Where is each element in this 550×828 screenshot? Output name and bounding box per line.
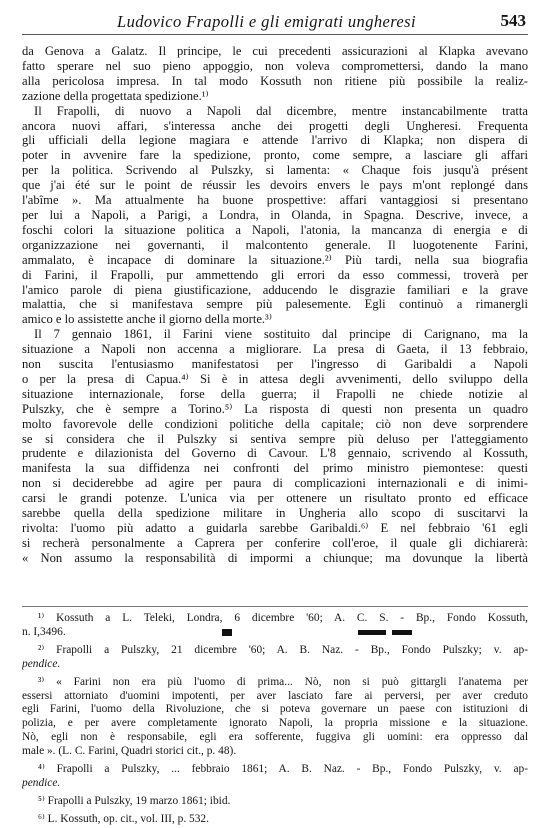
body-text — [22, 44, 528, 566]
footnote-line: pendice. — [22, 776, 61, 789]
body-line: foschi colori la situazione politica a Napoli, l'atonia, la mancanza di energia e di — [22, 222, 528, 237]
body-line: zazione della progettata spedizione.¹⁾ — [22, 88, 209, 103]
body-line: non suscita l'entusiasmo manifestatosi per l'ingresso di Garibaldi a Napoli — [22, 357, 528, 372]
body-line: ancora nuovi affari, s'interessa anche dei progetti degli Ungheresi. Frequenta — [22, 118, 528, 133]
body-line: se si considera che il Pulszky si sentiva sempre più deluso per l'atteggiamento — [22, 431, 528, 446]
body-line: per lui a Napoli, a Parigi, a Londra, in Olanda, in Spagna. Descrive, invece, a — [22, 207, 528, 222]
body-line: que j'ai été sur le point de réussir les devoirs envers le pays m'ont replongé dans — [22, 178, 528, 193]
body-line: ammalato, è incapace di dominare la situazione.²⁾ Più tardi, nella sua biografia — [22, 252, 528, 267]
body-line: Pulszky, che è sempre a Torino.⁵⁾ La risposta di questi non presenta un quadro — [22, 401, 528, 416]
body-line: alla pericolosa impresa. In tal modo Kossuth non ritiene più possibile la realiz- — [22, 73, 528, 88]
footnote-line: ⁶⁾ L. Kossuth, op. cit., vol. III, p. 532. — [38, 812, 209, 825]
body-line: gli ufficiali della legione magiara e attende l'arrivo di Klapka; non dispera di — [22, 133, 528, 148]
body-line: sarebbe quella della spedizione militare in Ungheria allo scopo di suscitarvi la — [22, 506, 528, 521]
footnotes — [22, 612, 528, 827]
body-line: rivolta: l'uomo più adatto a guidarla sarebbe Garibaldi.⁶⁾ E nel febbraio '61 egli — [22, 521, 528, 535]
body-line: manifesta la sua diffidenza nei confronti del primo ministro piemontese: questi — [22, 461, 528, 476]
body-line: o per la presa di Capua.⁴⁾ Si è in attesa degli avvenimenti, dello sviluppo della — [22, 371, 528, 386]
body-line: molto favorevole delle condizioni politiche della capitale; ciò non deve sorprendere — [22, 416, 528, 431]
redaction-mark — [392, 630, 412, 635]
footnote-line: ⁵⁾ Frapolli a Pulszky, 19 marzo 1861; ibid. — [38, 794, 231, 807]
body-line: Il Frapolli, di nuovo a Napoli dal dicembre, mentre instancabilmente tratta — [34, 103, 528, 118]
page-number: 543 — [500, 11, 526, 30]
footnote-line: essersi attorniato d'uomini impotenti, per aver lasciato fare ai perversi, per aver creduto — [22, 689, 528, 702]
body-line: situazione internazionale, forse della guerra; il Frapolli ne chiede notizie al — [22, 386, 528, 401]
body-line: si recherà personalmente a Caprera per conferire coll'eroe, il quale gli dichiarerà: — [22, 535, 528, 550]
body-line: carsi le grandi potenze. L'unica via per ottenere un risultato pronto ed efficace — [22, 491, 528, 506]
body-line: situazione a Napoli non accenna a migliorare. La presa di Gaeta, il 13 febbraio, — [22, 342, 528, 357]
footnote-line — [22, 626, 528, 640]
body-line: per la politica. Scrivendo al Pulszky, si lamenta: « Chaque fois jusqu'à présent — [22, 163, 528, 178]
body-line: non si deciderebbe ad agire per paura di complicazioni internazionali e di inimi- — [22, 476, 528, 491]
body-line: organizzazione nei governanti, il malcontento generale. Il luogotenente Farini, — [22, 237, 528, 252]
body-line: « Non assumo la responsabilità di impormi a chiunque; ma dovunque la libertà — [22, 550, 528, 565]
footnote-line: polizia, e per avere completamente ignorato Napoli, la propria missione e la situazione. — [22, 717, 528, 730]
footnote-line: male ». (L. C. Farini, Quadri storici cit., p. 48). — [22, 745, 237, 758]
body-line: poter in avvenire fare la spedizione, pronto, come sempre, a lasciare gli affari — [22, 148, 528, 163]
body-line: l'amico parole di piena giustificazione, adducendo le disgrazie familiari e la grave — [22, 282, 528, 297]
footnote-line: ⁴⁾ Frapolli a Pulszky, ... febbraio 1861; A. B. Naz. - Bp., Fondo Pulszky, v. ap- — [38, 763, 528, 776]
body-line: di Farini, il Frapolli, pur ammettendo gli errori da esso commessi, troverà per — [22, 267, 528, 282]
running-title: Ludovico Frapolli e gli emigrati ungheresi — [117, 12, 416, 31]
footnote-text: n. I,3496. — [22, 625, 66, 638]
page-header — [22, 8, 528, 35]
footnote-line: Nò, egli non è responsabile, egli era sofferente, fuggiva gli uomini: era oppresso dal — [22, 731, 528, 744]
footnote-line: ³⁾ « Farini non era più l'uomo di prima... Nò, non si può gittargli l'anatema per — [38, 675, 528, 688]
body-line: fatto sperare nel suo pieno appoggio, non voleva compromettersi, dando la mano — [22, 58, 528, 73]
body-line: prudente e dilazionista del Governo di Cavour. L'8 gennaio, scrivendo al Kossuth, — [22, 446, 528, 461]
footnote-line: pendice. — [22, 657, 61, 670]
body-line: l'abîme ». Ma attualmente ha buone prospettive: affari vantaggiosi si presentano — [22, 193, 528, 208]
body-line: da Genova a Galatz. Il principe, le cui precedenti assicurazioni al Klapka avevano — [22, 44, 528, 58]
body-line: malattia, che si manifestava sempre più palesemente. Egli continuò a rimanergli — [22, 297, 528, 312]
footnote-line: ²⁾ Frapolli a Pulszky, 21 dicembre '60; A. B. Naz. - Bp., Fondo Pulszky; v. ap- — [38, 643, 528, 656]
body-line: amico e lo assistette anche il giorno della morte.³⁾ — [22, 312, 272, 327]
redaction-mark — [358, 630, 386, 635]
footnote-line: egli Farini, l'uomo della Rivoluzione, che si poteva governare un paese con istituzioni di — [22, 703, 528, 716]
footnote-separator — [22, 606, 528, 607]
footnote-line: ¹⁾ Kossuth a L. Teleki, Londra, 6 dicembre '60; A. C. S. - Bp., Fondo Kossuth, — [38, 612, 528, 624]
redaction-mark — [222, 629, 232, 636]
body-line: Il 7 gennaio 1861, il Farini viene sostituito dal principe di Carignano, ma la — [34, 327, 528, 342]
